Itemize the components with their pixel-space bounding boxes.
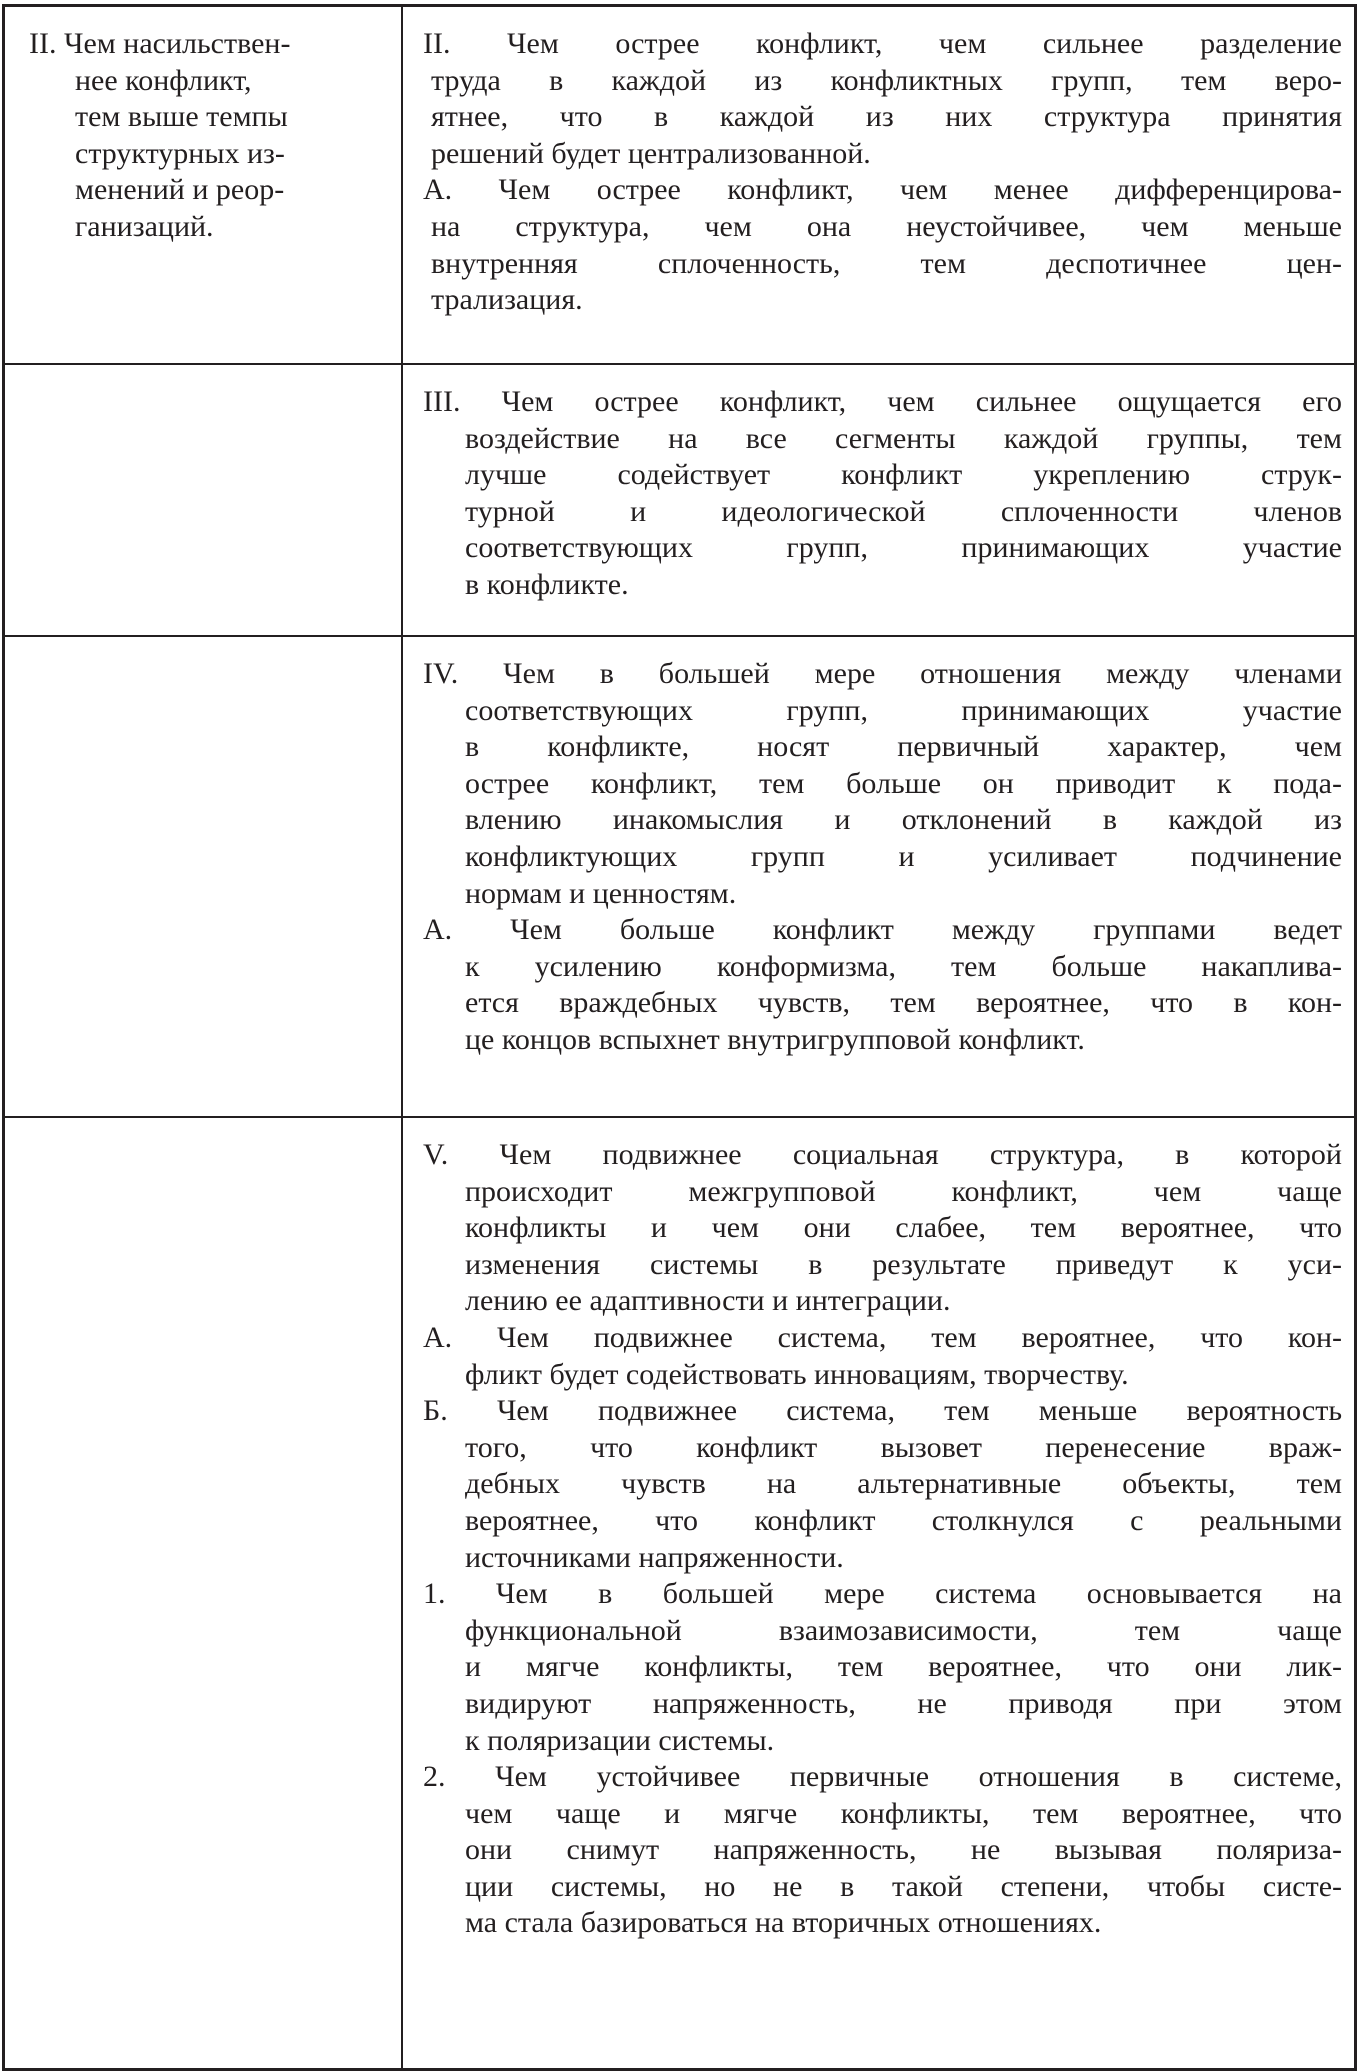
text-line: в конфликте. — [465, 567, 629, 601]
text-line: к усилению конформизма, тем больше накаплива- — [465, 949, 1342, 983]
proposition — [423, 384, 1342, 604]
propositions-table — [2, 4, 1357, 2071]
table-row — [5, 363, 1354, 635]
proposition — [423, 912, 1342, 1058]
table-row — [5, 1116, 1354, 2068]
text-line: к поляризации системы. — [465, 1723, 775, 1757]
text-line: А. Чем больше конфликт между группами ведет — [423, 913, 1342, 947]
proposition — [423, 1393, 1342, 1576]
text-line: острее конфликт, тем больше он приводит к пода- — [465, 766, 1342, 800]
proposition — [423, 1759, 1342, 1942]
text-line: воздействие на все сегменты каждой группы, тем — [465, 421, 1342, 455]
text-line: нее конфликт, — [75, 63, 252, 97]
text-line: соответствующих групп, принимающих участие — [465, 693, 1342, 727]
text-line: видируют напряженность, не приводя при этом — [465, 1686, 1342, 1720]
text-line: менений и реор- — [75, 173, 285, 207]
text-line: трализация. — [431, 283, 583, 317]
text-line: вероятнее, что конфликт столкнулся с реальными — [465, 1503, 1342, 1537]
text-line: лению ее адаптивности и интеграции. — [465, 1284, 951, 1318]
text-line: тем выше темпы — [75, 100, 288, 134]
proposition — [423, 656, 1342, 912]
text-line: нормам и ценностям. — [465, 876, 737, 910]
text-line: изменения системы в результате приведут к уси- — [465, 1247, 1342, 1281]
text-line: соответствующих групп, принимающих участие — [465, 531, 1342, 565]
text-line: влению инакомыслия и отклонений в каждой из — [465, 803, 1342, 837]
left-cell — [5, 637, 403, 1116]
text-line: того, что конфликт вызовет перенесение враж- — [465, 1430, 1342, 1464]
text-line: внутренняя сплоченность, тем деспотичнее цен- — [431, 246, 1342, 280]
text-line: 1. Чем в большей мере система основывается на — [423, 1577, 1342, 1611]
text-line: ятнее, что в каждой из них структура принятия — [431, 100, 1342, 134]
text-line: V. Чем подвижнее социальная структура, в которой — [423, 1138, 1342, 1171]
text-line: II. Чем острее конфликт, чем сильнее разделение — [423, 27, 1342, 60]
text-line: А. Чем острее конфликт, чем менее дифференцирова- — [423, 173, 1342, 207]
text-line: труда в каждой из конфликтных групп, тем веро- — [431, 63, 1342, 97]
text-line: конфликты и чем они слабее, тем вероятнее, что — [465, 1211, 1342, 1245]
text-line: решений будет централизованной. — [431, 136, 871, 170]
proposition — [423, 172, 1342, 318]
text-line: на структура, чем она неустойчивее, чем меньше — [431, 209, 1342, 243]
text-line: III. Чем острее конфликт, чем сильнее ощущается его — [423, 385, 1342, 418]
text-line: турной и идеологической сплоченности членов — [465, 494, 1342, 528]
table-row — [5, 635, 1354, 1116]
right-cell — [403, 1118, 1354, 2068]
table-row — [5, 7, 1354, 363]
right-cell — [403, 7, 1354, 363]
text-line: в конфликте, носят первичный характер, чем — [465, 730, 1342, 764]
text-line: лучше содействует конфликт укреплению струк- — [465, 458, 1342, 492]
proposition — [423, 1576, 1342, 1759]
proposition — [423, 26, 1342, 172]
right-cell — [403, 637, 1354, 1116]
text-line: фликт будет содействовать инновациям, творчеству. — [465, 1357, 1129, 1391]
left-cell — [5, 1118, 403, 2068]
text-line: функциональной взаимозависимости, тем чаще — [465, 1613, 1342, 1647]
text-line: источниками напряженности. — [465, 1540, 844, 1574]
left-cell — [5, 7, 403, 363]
proposition — [423, 1320, 1342, 1393]
text-line: 2. Чем устойчивее первичные отношения в системе, — [423, 1760, 1342, 1794]
text-line: и мягче конфликты, тем вероятнее, что они лик- — [465, 1650, 1342, 1684]
text-line: А. Чем подвижнее система, тем вероятнее, что кон- — [423, 1320, 1342, 1354]
text-line: происходит межгрупповой конфликт, чем чаще — [465, 1174, 1342, 1208]
text-line: ется враждебных чувств, тем вероятнее, что в кон- — [465, 986, 1342, 1020]
text-line: дебных чувств на альтернативные объекты, тем — [465, 1467, 1342, 1501]
text-line: конфликтующих групп и усиливает подчинение — [465, 839, 1342, 873]
text-line: IV. Чем в большей мере отношения между членами — [423, 657, 1342, 690]
text-line: структурных из- — [75, 136, 285, 170]
text-line: це концов вспыхнет внутригрупповой конфликт. — [465, 1022, 1085, 1056]
proposition — [423, 1137, 1342, 1320]
text-line: чем чаще и мягче конфликты, тем вероятнее, что — [465, 1796, 1342, 1830]
right-cell — [403, 365, 1354, 635]
left-cell — [5, 365, 403, 635]
text-line: ма стала базироваться на вторичных отношениях. — [465, 1906, 1102, 1940]
text-line: II. Чем насильствен- — [29, 27, 291, 60]
text-line: Б. Чем подвижнее система, тем меньше вероятность — [423, 1394, 1342, 1428]
text-line: они снимут напряженность, не вызывая поляриза- — [465, 1833, 1342, 1867]
text-line: ции системы, но не в такой степени, чтобы систе- — [465, 1869, 1342, 1903]
text-line: ганизаций. — [75, 209, 214, 243]
